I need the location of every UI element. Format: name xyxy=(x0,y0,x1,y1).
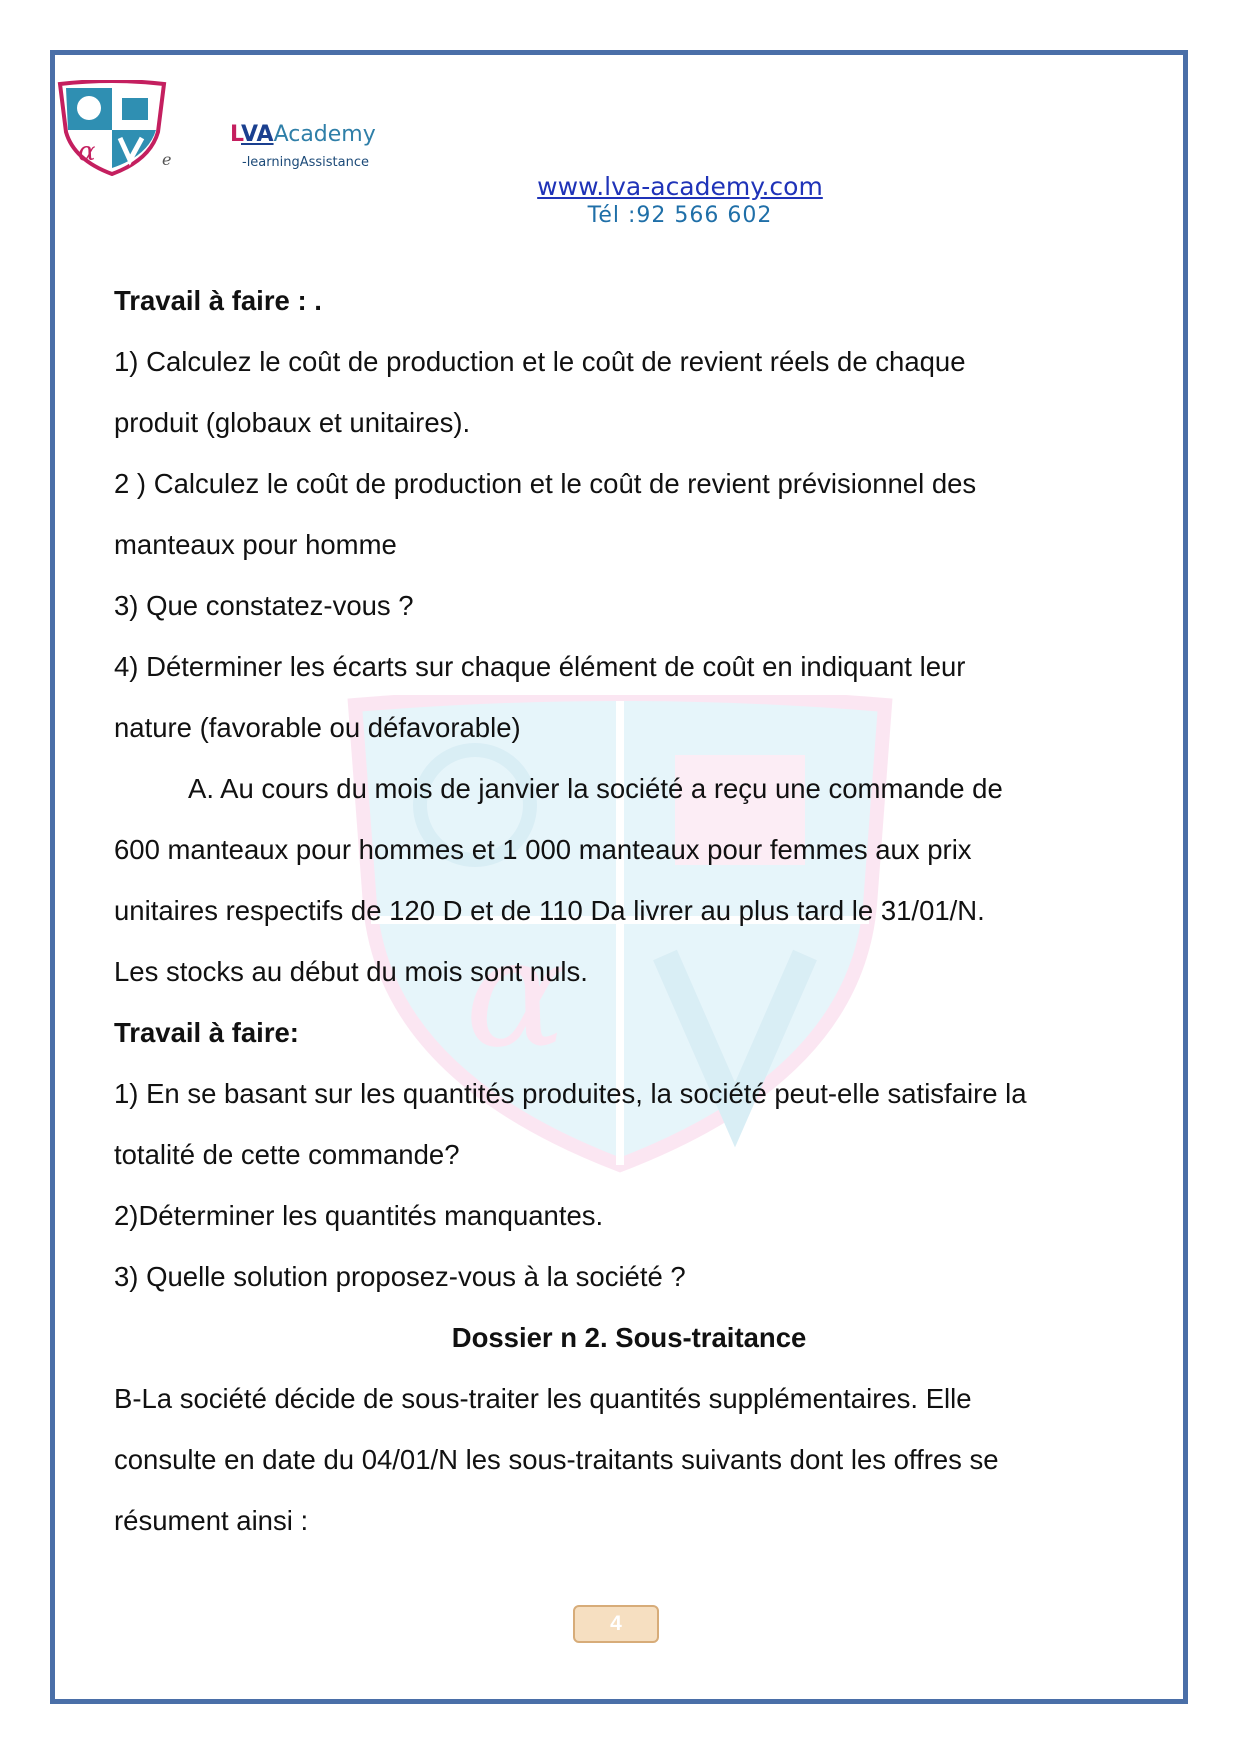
phone-number: Tél :92 566 602 xyxy=(587,203,773,228)
paragraph-line: produit (globaux et unitaires). xyxy=(114,407,471,438)
brand-tagline: -learningAssistance xyxy=(242,155,369,170)
paragraph-line: résument ainsi : xyxy=(114,1505,309,1536)
logo-e-mark: e xyxy=(162,150,172,169)
paragraph-line: A. Au cours du mois de janvier la société a reçu une commande de xyxy=(188,773,1003,804)
paragraph-line: manteaux pour homme xyxy=(114,529,397,560)
lva-academy-logo-icon xyxy=(56,80,168,176)
section-heading: Travail à faire: xyxy=(114,1017,299,1048)
paragraph-line: 1) Calculez le coût de production et le coût de revient réels de chaque xyxy=(114,346,966,377)
paragraph-line: 2 ) Calculez le coût de production et le coût de revient prévisionnel des xyxy=(114,468,977,499)
paragraph-line: 2)Déterminer les quantités manquantes. xyxy=(114,1200,604,1231)
paragraph-line: consulte en date du 04/01/N les sous-traitants suivants dont les offres se xyxy=(114,1444,999,1475)
dossier-title: Dossier n 2. Sous-traitance xyxy=(451,1322,807,1353)
svg-text:α: α xyxy=(465,907,567,1081)
paragraph-line: Les stocks au début du mois sont nuls. xyxy=(114,956,588,987)
brand-name: LVAAcademy xyxy=(230,122,376,147)
paragraph-line: nature (favorable ou défavorable) xyxy=(114,712,521,743)
page-number-badge: 4 xyxy=(573,1605,659,1643)
paragraph-line: 3) Quelle solution proposez-vous à la société ? xyxy=(114,1261,686,1292)
paragraph-line: 3) Que constatez-vous ? xyxy=(114,590,414,621)
paragraph-line: B-La société décide de sous-traiter les quantités supplémentaires. Elle xyxy=(114,1383,972,1414)
website-link[interactable]: www.lva-academy.com xyxy=(537,172,823,201)
section-heading: Travail à faire : . xyxy=(114,285,322,316)
document-body xyxy=(114,270,1144,1551)
paragraph-line: 4) Déterminer les écarts sur chaque élément de coût en indiquant leur xyxy=(114,651,966,682)
paragraph-line: totalité de cette commande? xyxy=(114,1139,460,1170)
svg-text:α: α xyxy=(78,137,96,167)
paragraph-line: unitaires respectifs de 120 D et de 110 Da livrer au plus tard le 31/01/N. xyxy=(114,895,985,926)
paragraph-line: 600 manteaux pour hommes et 1 000 manteaux pour femmes aux prix xyxy=(114,834,972,865)
paragraph-line: 1) En se basant sur les quantités produites, la société peut-elle satisfaire la xyxy=(114,1078,1027,1109)
